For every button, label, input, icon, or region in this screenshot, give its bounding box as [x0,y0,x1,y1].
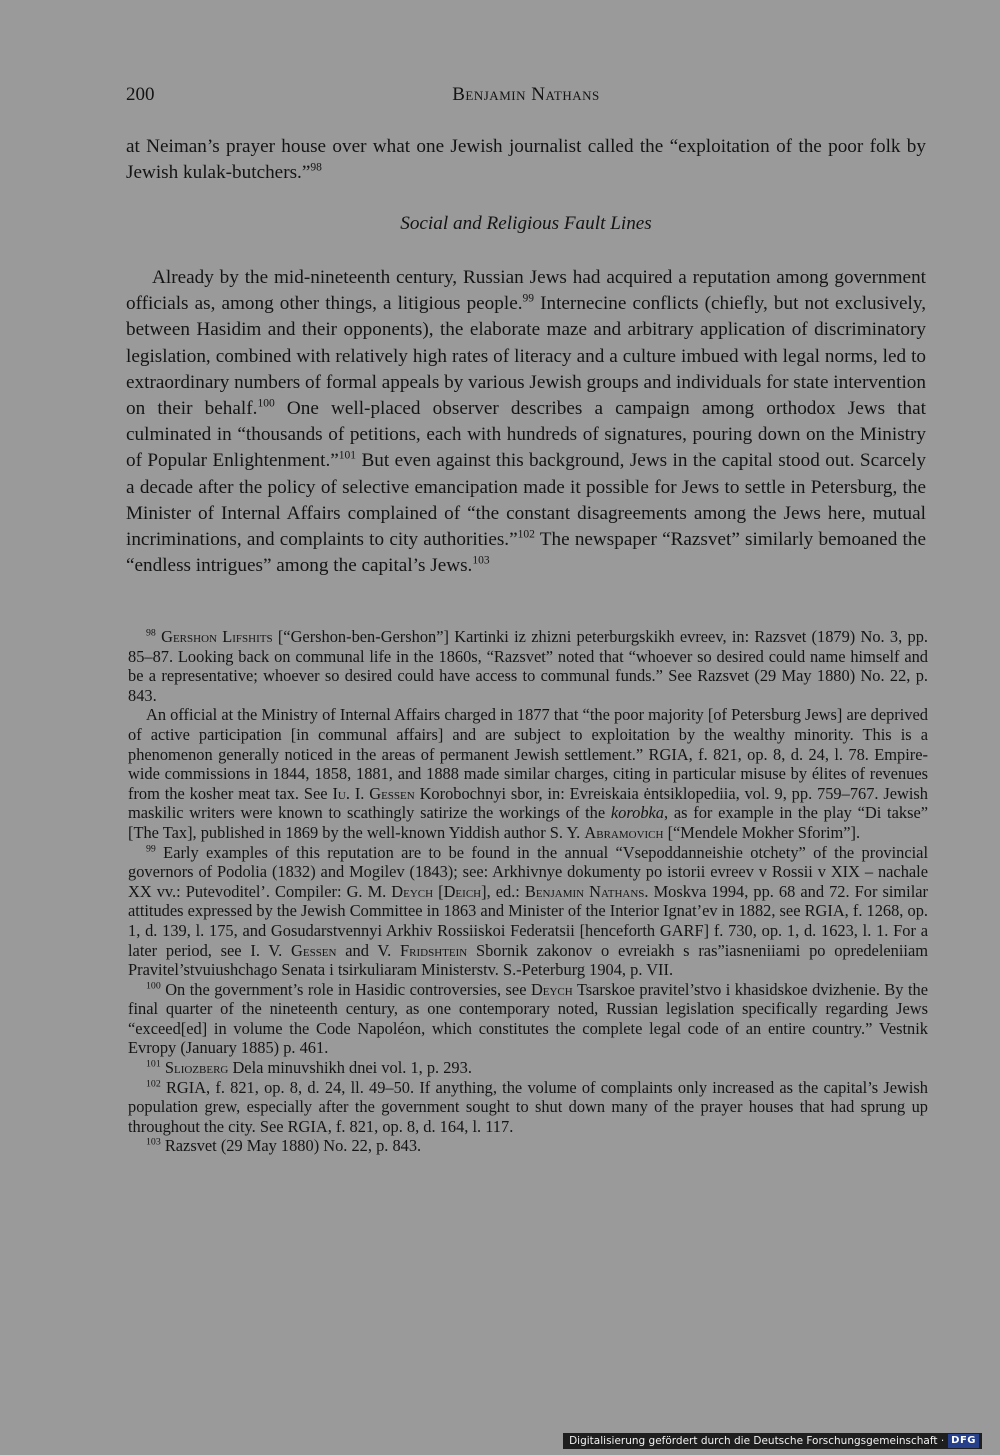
cited-author: Abramovich [584,822,664,842]
footnote-text: Korobochnyi sbor, in: Evreiskaia ėntsiklopediia, vol. 9, pp. 759–767. Jewish maskilic writers were known to scathingly satirize the workings of the [128,783,928,823]
paragraph-text: Internecine conflicts (chiefly, but not exclusively, between Hasidim and their opponents), the elaborate maze and arbitrary application of discriminatory legislation, combined with relatively high rates of literacy and a culture imbued with legal norms, led to extraordinary numbers of formal appeals by various Jewish groups and individuals for state intervention on their behalf. [126,293,926,420]
paragraph-text: Already by the mid-nineteenth century, Russian Jews had acquired a reputation among government officials as, among other things, a litigious people. [126,267,926,315]
footnote-103 [128,1136,928,1156]
paragraph-text: The newspaper “Razsvet” similarly bemoaned the “endless intrigues” among the capital’s Jews. [126,529,926,577]
footnote-98-continued [128,705,928,842]
cited-author: Fridshtein [400,940,468,960]
body-paragraph-continued [126,134,926,186]
footnote-ref-99[interactable]: 99 [522,292,535,305]
footnote-text: An official at the Ministry of Internal Affairs charged in 1877 that “the poor majority [of Petersburg Jews] are deprived of active participation [in communal affairs] and are subject to exploitation by the wealthy minority. This is a phenomenon generally noticed in the areas of permanent Jewish settlement.” RGIA, f. 821, op. 8, d. 24, l. 78. Empire-wide commissions in 1844, 1858, 1881, and 1888 made similar charges, citing in particular misuse by élites of revenues from the kosher meat tax. See [128,705,928,803]
footnote-text: Tsarskoe pravitel’stvo i khasidskoe dvizhenie. By the final quarter of the nineteenth century, as one contemporary noted, Russian legislation specifically regarding Jews “exceed[ed] in volume the Code Napoléon, which constitutes the complete legal code of an entire country.” Vestnik Evropy (January 1885) p. 461. [128,979,928,1058]
footnote-text: RGIA, f. 821, op. 8, d. 24, ll. 49–50. If anything, the volume of complaints only increased as the capital’s Jewish population grew, especially after the government sought to shut down many of the prayer houses that had sprung up throughout the city. See RGIA, f. 821, op. 8, d. 164, l. 117. [128,1077,928,1136]
cited-author: Gershon Lifshits [161,627,273,646]
cited-author: Benjamin Nathans [524,881,645,901]
footnote-number: 101 [146,1058,161,1070]
footnote-number: 103 [146,1137,161,1149]
footnote-ref-101[interactable]: 101 [338,449,357,462]
footnote-text: , as for example in the play “Di takse” [The Tax], published in 1869 by the well-known Yiddish author S. Y. [128,803,928,842]
footnote-98 [128,627,928,705]
footnote-text: Dela minuvshikh dnei vol. 1, p. 293. [228,1058,472,1078]
footnote-text: [“Gershon-ben-Gershon”] Kartinki iz zhizni peterburgskikh evreev, in: Razsvet (1879) No. 3, pp. 85–87. Looking back on communal life in the 1860s, “Razsvet” noted that “whoever so desired could name himself and be a representative; whoever so desired could have access to communal funds.” See Razsvet (29 May 1880) No. 22, p. 843. [128,627,928,705]
footnote-number: 100 [146,980,161,992]
dfg-logo: DFG [948,1434,979,1448]
footnote-102 [128,1078,928,1137]
footnote-text: and V. [336,940,401,960]
footnote-text: , ed.: [486,881,525,901]
cited-author: Gessen [291,940,337,960]
paragraph-text: at Neiman’s prayer house over what one Jewish journalist called the “exploitation of the poor folk by Jewish kulak-butchers.” [126,136,926,184]
footnote-101 [128,1058,928,1078]
footnote-ref-100[interactable]: 100 [257,397,275,410]
footnote-text: [“Mendele Mokher Sforim”]. [663,822,861,842]
footnotes-section [128,627,928,1156]
footnote-ref-103[interactable]: 103 [472,554,490,567]
footnote-text: Razsvet (29 May 1880) No. 22, p. 843. [160,1136,422,1156]
footnote-text: Early examples of this reputation are to be found in the annual “Vsepoddanneishie otchety” of the provincial governors of Podolia (1832) and Mogilev (1843); see: Arkhivnye dokumenty po istorii evreev v Rossii v XIX – nachale XX vv.: Putevoditel’. Compiler: G. M. [128,842,928,901]
footnote-ref-98[interactable]: 98 [310,161,322,174]
section-heading: Social and Religious Fault Lines [400,213,652,234]
footnote-100 [128,980,928,1058]
paragraph-text: But even against this background, Jews in the capital stood out. Scarcely a decade after the policy of selective emancipation made it possible for Jews to settle in Petersburg, the Minister of Internal Affairs complained of “the constant disagreements among the Jews here, mutual incriminations, and complaints to city authorities.” [126,450,926,551]
footnote-ref-102[interactable]: 102 [517,528,535,541]
footnote-text: On the government’s role in Hasidic controversies, see [160,979,531,999]
credit-text: Digitalisierung gefördert durch die Deutsche Forschungsgemeinschaft · [569,1435,945,1447]
cited-author: Sliozberg [164,1058,229,1078]
paragraph-text: One well-placed observer describes a campaign among orthodox Jews that culminated in “thousands of petitions, each with hundreds of signatures, pouring down on the Ministry of Popular Enlightenment.” [126,398,926,472]
footnote-number: 99 [146,843,156,855]
italic-term: korobka [610,803,665,823]
running-head-author: Benjamin Nathans [452,84,600,105]
page-number: 200 [126,84,155,105]
footnote-text: Sbornik zakonov o evreiakh s ras”iasneniiami po opredeleniiam Pravitel’stvuiushchago Senata i tsirkuliaram Ministerstv. S.-Peterburg 1904, p. VII. [128,940,928,980]
footnote-number: 98 [146,627,156,639]
cited-author: Deych [Deich] [391,881,487,901]
footnote-number: 102 [146,1078,161,1090]
cited-author: Deych [530,979,573,999]
cited-author: Iu. I. Gessen [332,783,415,803]
digitization-credit [563,1433,982,1449]
footnote-99 [128,843,928,980]
body-paragraph [126,265,926,579]
footnote-text: . Moskva 1994, pp. 68 and 72. For similar attitudes expressed by the Jewish Committee in 1863 and Minister of the Interior Ignat’ev in 1882, see RGIA, f. 1268, op. 1, d. 139, l. 175, and Gosudarstvennyi Arkhiv Rossiiskoi Federatsii [henceforth GARF] f. 730, op. 1, d. 1623, l. 1. For a later period, see I. V. [128,881,928,960]
running-head [126,84,926,110]
